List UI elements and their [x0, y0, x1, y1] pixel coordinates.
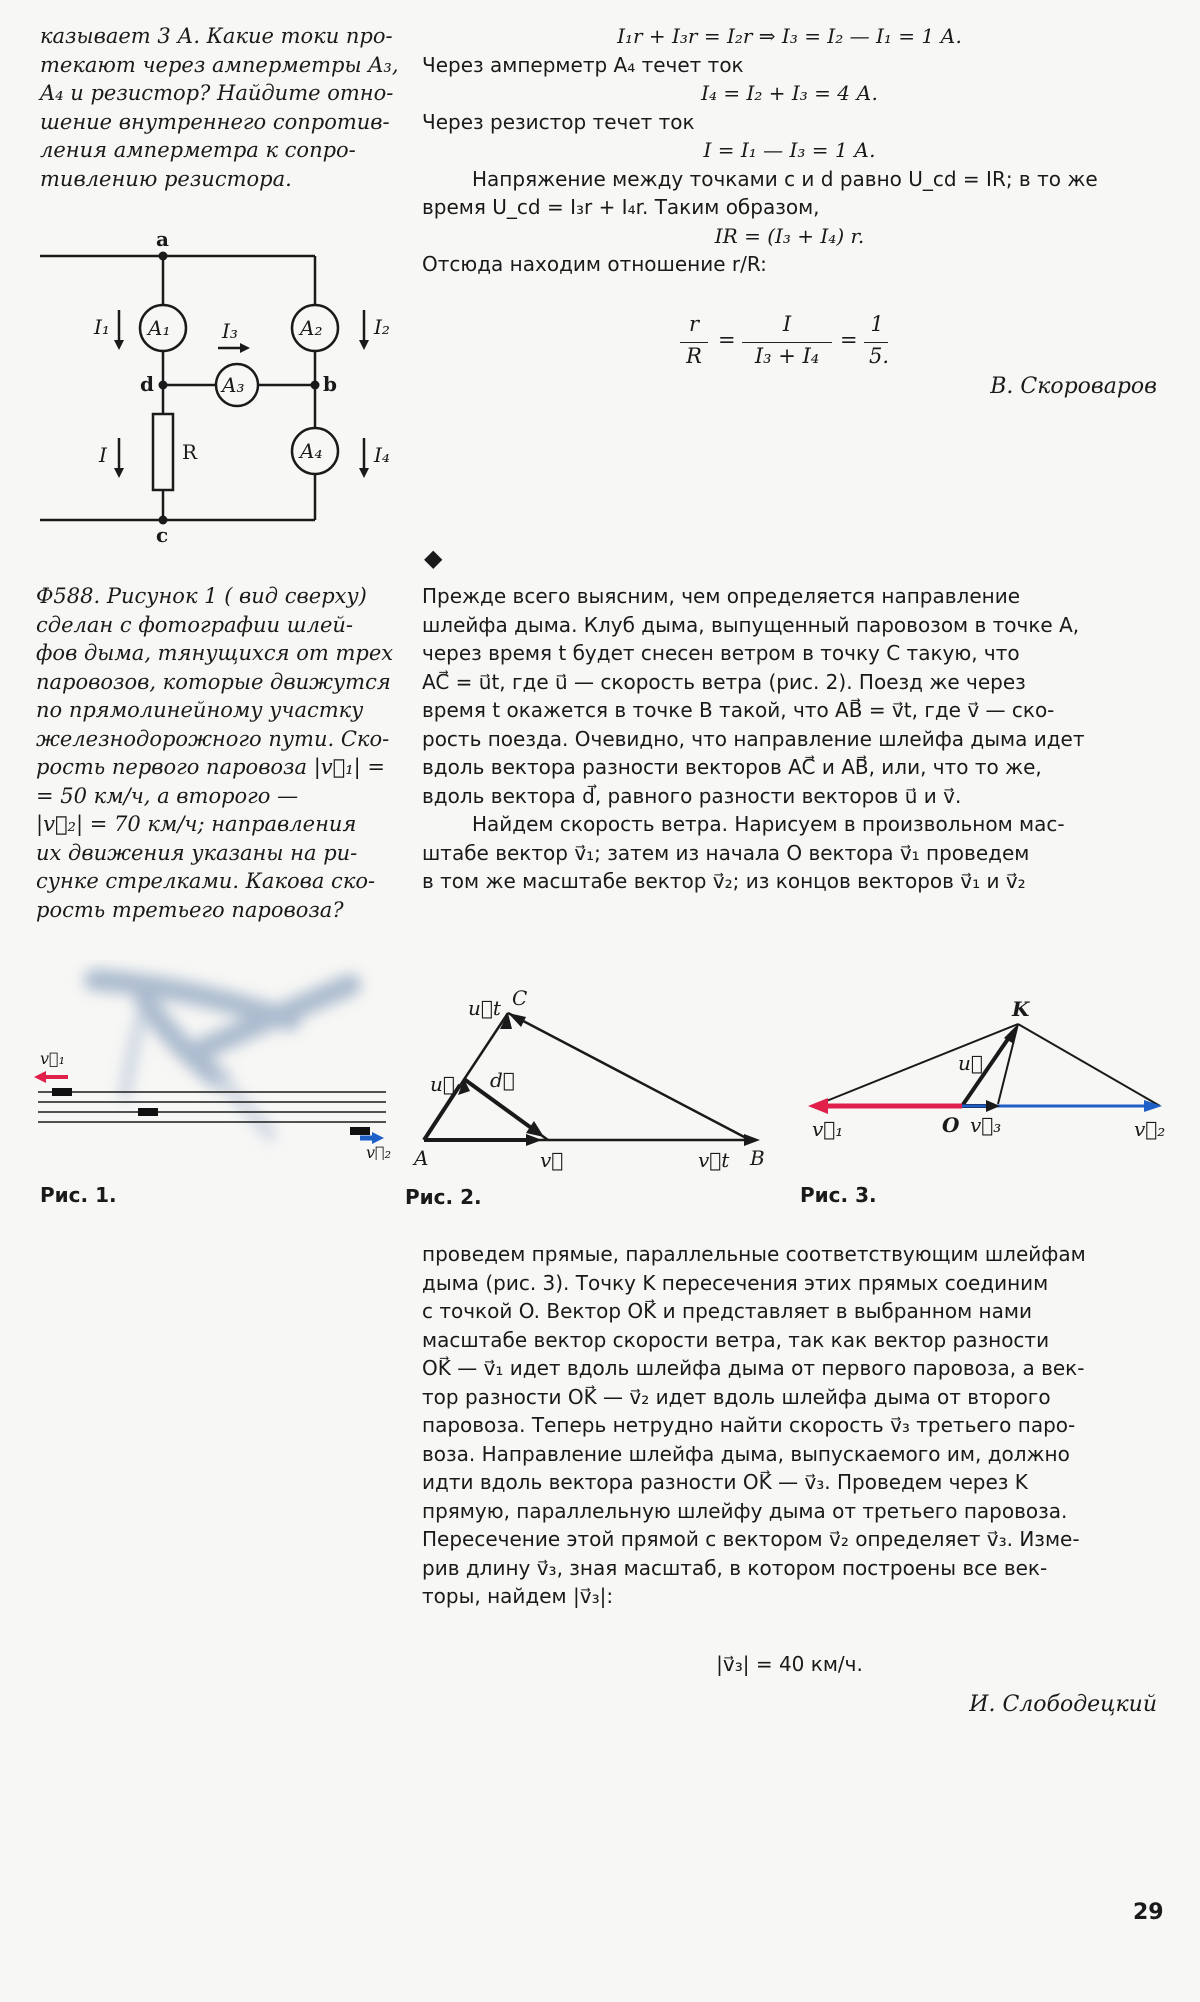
text-line: AC⃗ = u⃗t, где u⃗ — скорость ветра (рис. 2). Поезд же через: [422, 669, 1026, 694]
frac-den: 5.: [868, 344, 890, 368]
text-line: вдоль вектора разности векторов AC⃗ и AB⃗, или, что то же,: [422, 755, 1042, 779]
text-line: дыма (рис. 3). Точку K пересечения этих прямых соединим: [422, 1270, 1049, 1295]
fig3-v1-label: v⃗₁: [812, 1117, 844, 1141]
fig1-v1-label: v⃗₁: [40, 1049, 66, 1068]
text-line: штабе вектор v⃗₁; затем из начала O вектора v⃗₁ проведем: [422, 840, 1030, 865]
text-line: в том же масштабе вектор v⃗₂; из концов векторов v⃗₁ и v⃗₂: [422, 869, 1026, 893]
problem-f588: [36, 582, 421, 924]
answer-formula: |v⃗₃| = 40 км/ч.: [716, 1652, 863, 1676]
fig2-c-label: C: [512, 986, 528, 1010]
frac-bar: [680, 342, 708, 343]
fig2-d-label: d⃗: [490, 1068, 515, 1092]
text-line: торы, найдем |v⃗₃|:: [422, 1584, 614, 1608]
current-i4-label: I₄: [374, 443, 390, 467]
current-i2-label: I₂: [374, 315, 390, 339]
text-line: шлейфа дыма. Клуб дыма, выпущенный паровозом в точке A,: [422, 612, 1080, 637]
equals-sign: =: [718, 328, 736, 352]
author-signature: В. Скороваров: [990, 374, 1157, 399]
frac-den: R: [686, 344, 702, 368]
text-line: Напряжение между точками c и d равно U_cd = IR; в то же: [472, 166, 1098, 191]
text-line: Отсюда находим отношение r/R:: [422, 252, 767, 276]
text-line: масштабе вектор скорости ветра, так как вектор разности: [422, 1327, 1050, 1352]
text-line: Через амперметр A₄ течет ток: [422, 52, 744, 77]
a2-label: A₂: [300, 316, 323, 340]
node-d-label: d: [140, 372, 154, 396]
fig2-u-label: u⃗: [430, 1072, 455, 1096]
text-line: проведем прямые, параллельные соответствующим шлейфам: [422, 1242, 1086, 1266]
fig3-k-label: K: [1012, 997, 1030, 1021]
text-line: казывает 3 А. Какие токи про-: [40, 24, 393, 48]
a3-label: A₃: [222, 373, 245, 397]
frac-num: 1: [870, 312, 884, 336]
text-line: Через резистор течет ток: [422, 109, 695, 134]
text-line: Ф588. Рисунок 1 ( вид сверху): [36, 584, 367, 608]
equation: I = I₁ — I₃ = 1 А.: [703, 138, 876, 162]
text-line: = 50 км/ч, а второго —: [36, 783, 299, 808]
text-line: прямую, параллельную шлейфу дыма от третьего паровоза.: [422, 1498, 1068, 1523]
text-line: шение внутреннего сопротив-: [40, 109, 390, 134]
text-line: идти вдоль вектора разности OK⃗ — v⃗₃. Проведем через K: [422, 1470, 1028, 1494]
frac-bar: [742, 342, 832, 343]
circuit-diagram: [36, 228, 426, 548]
fig3-o-label: O: [942, 1113, 960, 1137]
author-signature: И. Слободецкий: [969, 1692, 1157, 1717]
figure-1-caption: Рис. 1.: [40, 1183, 117, 1207]
text-line: |v⃗₂| = 70 км/ч; направления: [36, 812, 357, 836]
solution-2-bottom: [422, 1240, 1157, 1611]
text-line: вдоль вектора d⃗, равного разности векторов u⃗ и v⃗.: [422, 783, 962, 808]
text-line: их движения указаны на ри-: [36, 840, 358, 865]
text-line: железнодорожного пути. Ско-: [36, 726, 390, 751]
text-line: с точкой O. Вектор OK⃗ и представляет в выбранном нами: [422, 1299, 1032, 1323]
a1-label: A₁: [148, 316, 171, 340]
text-line: паровозов, которые движутся: [36, 669, 391, 694]
resistor-rect: [153, 414, 173, 490]
frac-num: r: [688, 312, 700, 336]
fig3-u-label: u⃗: [958, 1051, 983, 1075]
fig2-a-label: A: [414, 1146, 429, 1170]
text-line: воза. Направление шлейфа дыма, выпускаемого им, должно: [422, 1441, 1070, 1466]
figure-3-construction: [800, 990, 1170, 1170]
frac-bar: [864, 342, 888, 343]
text-line: фов дыма, тянущихся от трех: [36, 641, 394, 665]
ratio-formula: [680, 312, 920, 374]
problem-continuation: [40, 22, 420, 193]
fig3-v2-label: v⃗₂: [1134, 1117, 1166, 1141]
node-c-label: c: [156, 523, 169, 547]
figure-2-caption: Рис. 2.: [405, 1185, 482, 1209]
text-line: OK⃗ — v⃗₁ идет вдоль шлейфа дыма от первого паровоза, а век-: [422, 1356, 1085, 1380]
a4-label: A₄: [300, 439, 323, 463]
fig1-v2-label: v⃗₂: [366, 1143, 392, 1160]
frac-den: I₃ + I₄: [754, 344, 820, 368]
text-line: Найдем скорость ветра. Нарисуем в произвольном мас-: [472, 812, 1065, 836]
text-line: тор разности OK⃗ — v⃗₂ идет вдоль шлейфа дыма от второго: [422, 1384, 1051, 1409]
figure-1-smoke: [30, 960, 400, 1160]
text-line: сделан с фотографии шлей-: [36, 612, 354, 637]
text-line: рив длину v⃗₃, зная масштаб, в котором построены все век-: [422, 1555, 1048, 1580]
fig3-v3-label: v⃗₃: [970, 1113, 1002, 1137]
frac-num: I: [782, 312, 792, 336]
text-line: рость первого паровоза |v⃗₁| =: [36, 755, 386, 779]
text-line: через время t будет снесен ветром в точку C такую, что: [422, 641, 1020, 665]
text-line: Прежде всего выясним, чем определяется направление: [422, 584, 1020, 608]
text-line: рость третьего паровоза?: [36, 897, 344, 922]
text-line: паровоза. Теперь нетрудно найти скорость v⃗₃ третьего паро-: [422, 1413, 1076, 1437]
text-line: A₄ и резистор? Найдите отно-: [40, 81, 394, 105]
fig2-b-label: B: [750, 1146, 765, 1170]
node-b-label: b: [323, 372, 337, 396]
current-i3-label: I₃: [222, 319, 238, 343]
resistor-label: R: [182, 440, 198, 464]
current-i-label: I: [99, 443, 107, 467]
fig2-vt-label: v⃗t: [698, 1148, 730, 1172]
text-line: время U_cd = I₃r + I₄r. Таким образом,: [422, 195, 820, 219]
text-line: Пересечение этой прямой с вектором v⃗₂ определяет v⃗₃. Изме-: [422, 1527, 1080, 1551]
text-line: по прямолинейному участку: [36, 698, 364, 722]
fig2-ut-label: u⃗t: [468, 996, 501, 1020]
text-line: текают через амперметры A₃,: [40, 52, 399, 77]
solution-2-top: [422, 582, 1157, 896]
page-number: 29: [1133, 1900, 1164, 1925]
text-line: тивлению резистора.: [40, 166, 292, 191]
equation: I₄ = I₂ + I₃ = 4 А.: [701, 81, 878, 105]
text-line: рость поезда. Очевидно, что направление шлейфа дыма идет: [422, 726, 1085, 751]
current-i1-label: I₁: [94, 315, 110, 339]
text-line: сунке стрелками. Какова ско-: [36, 869, 376, 893]
fig2-v-label: v⃗: [540, 1148, 564, 1172]
equation: I₁r + I₃r = I₂r ⇒ I₃ = I₂ — I₁ = 1 А.: [617, 24, 962, 48]
solution-1: [422, 22, 1157, 279]
figure-3-caption: Рис. 3.: [800, 1183, 877, 1207]
figure-2-vectors: [408, 975, 778, 1175]
node-a-label: a: [156, 228, 169, 251]
text-line: ления амперметра к сопро-: [40, 138, 356, 162]
text-line: время t окажется в точке B такой, что AB⃗ = v⃗t, где v⃗ — ско-: [422, 698, 1055, 722]
equals-sign: =: [840, 328, 858, 352]
equation: IR = (I₃ + I₄) r.: [714, 223, 865, 248]
section-diamond: ◆: [424, 544, 443, 572]
